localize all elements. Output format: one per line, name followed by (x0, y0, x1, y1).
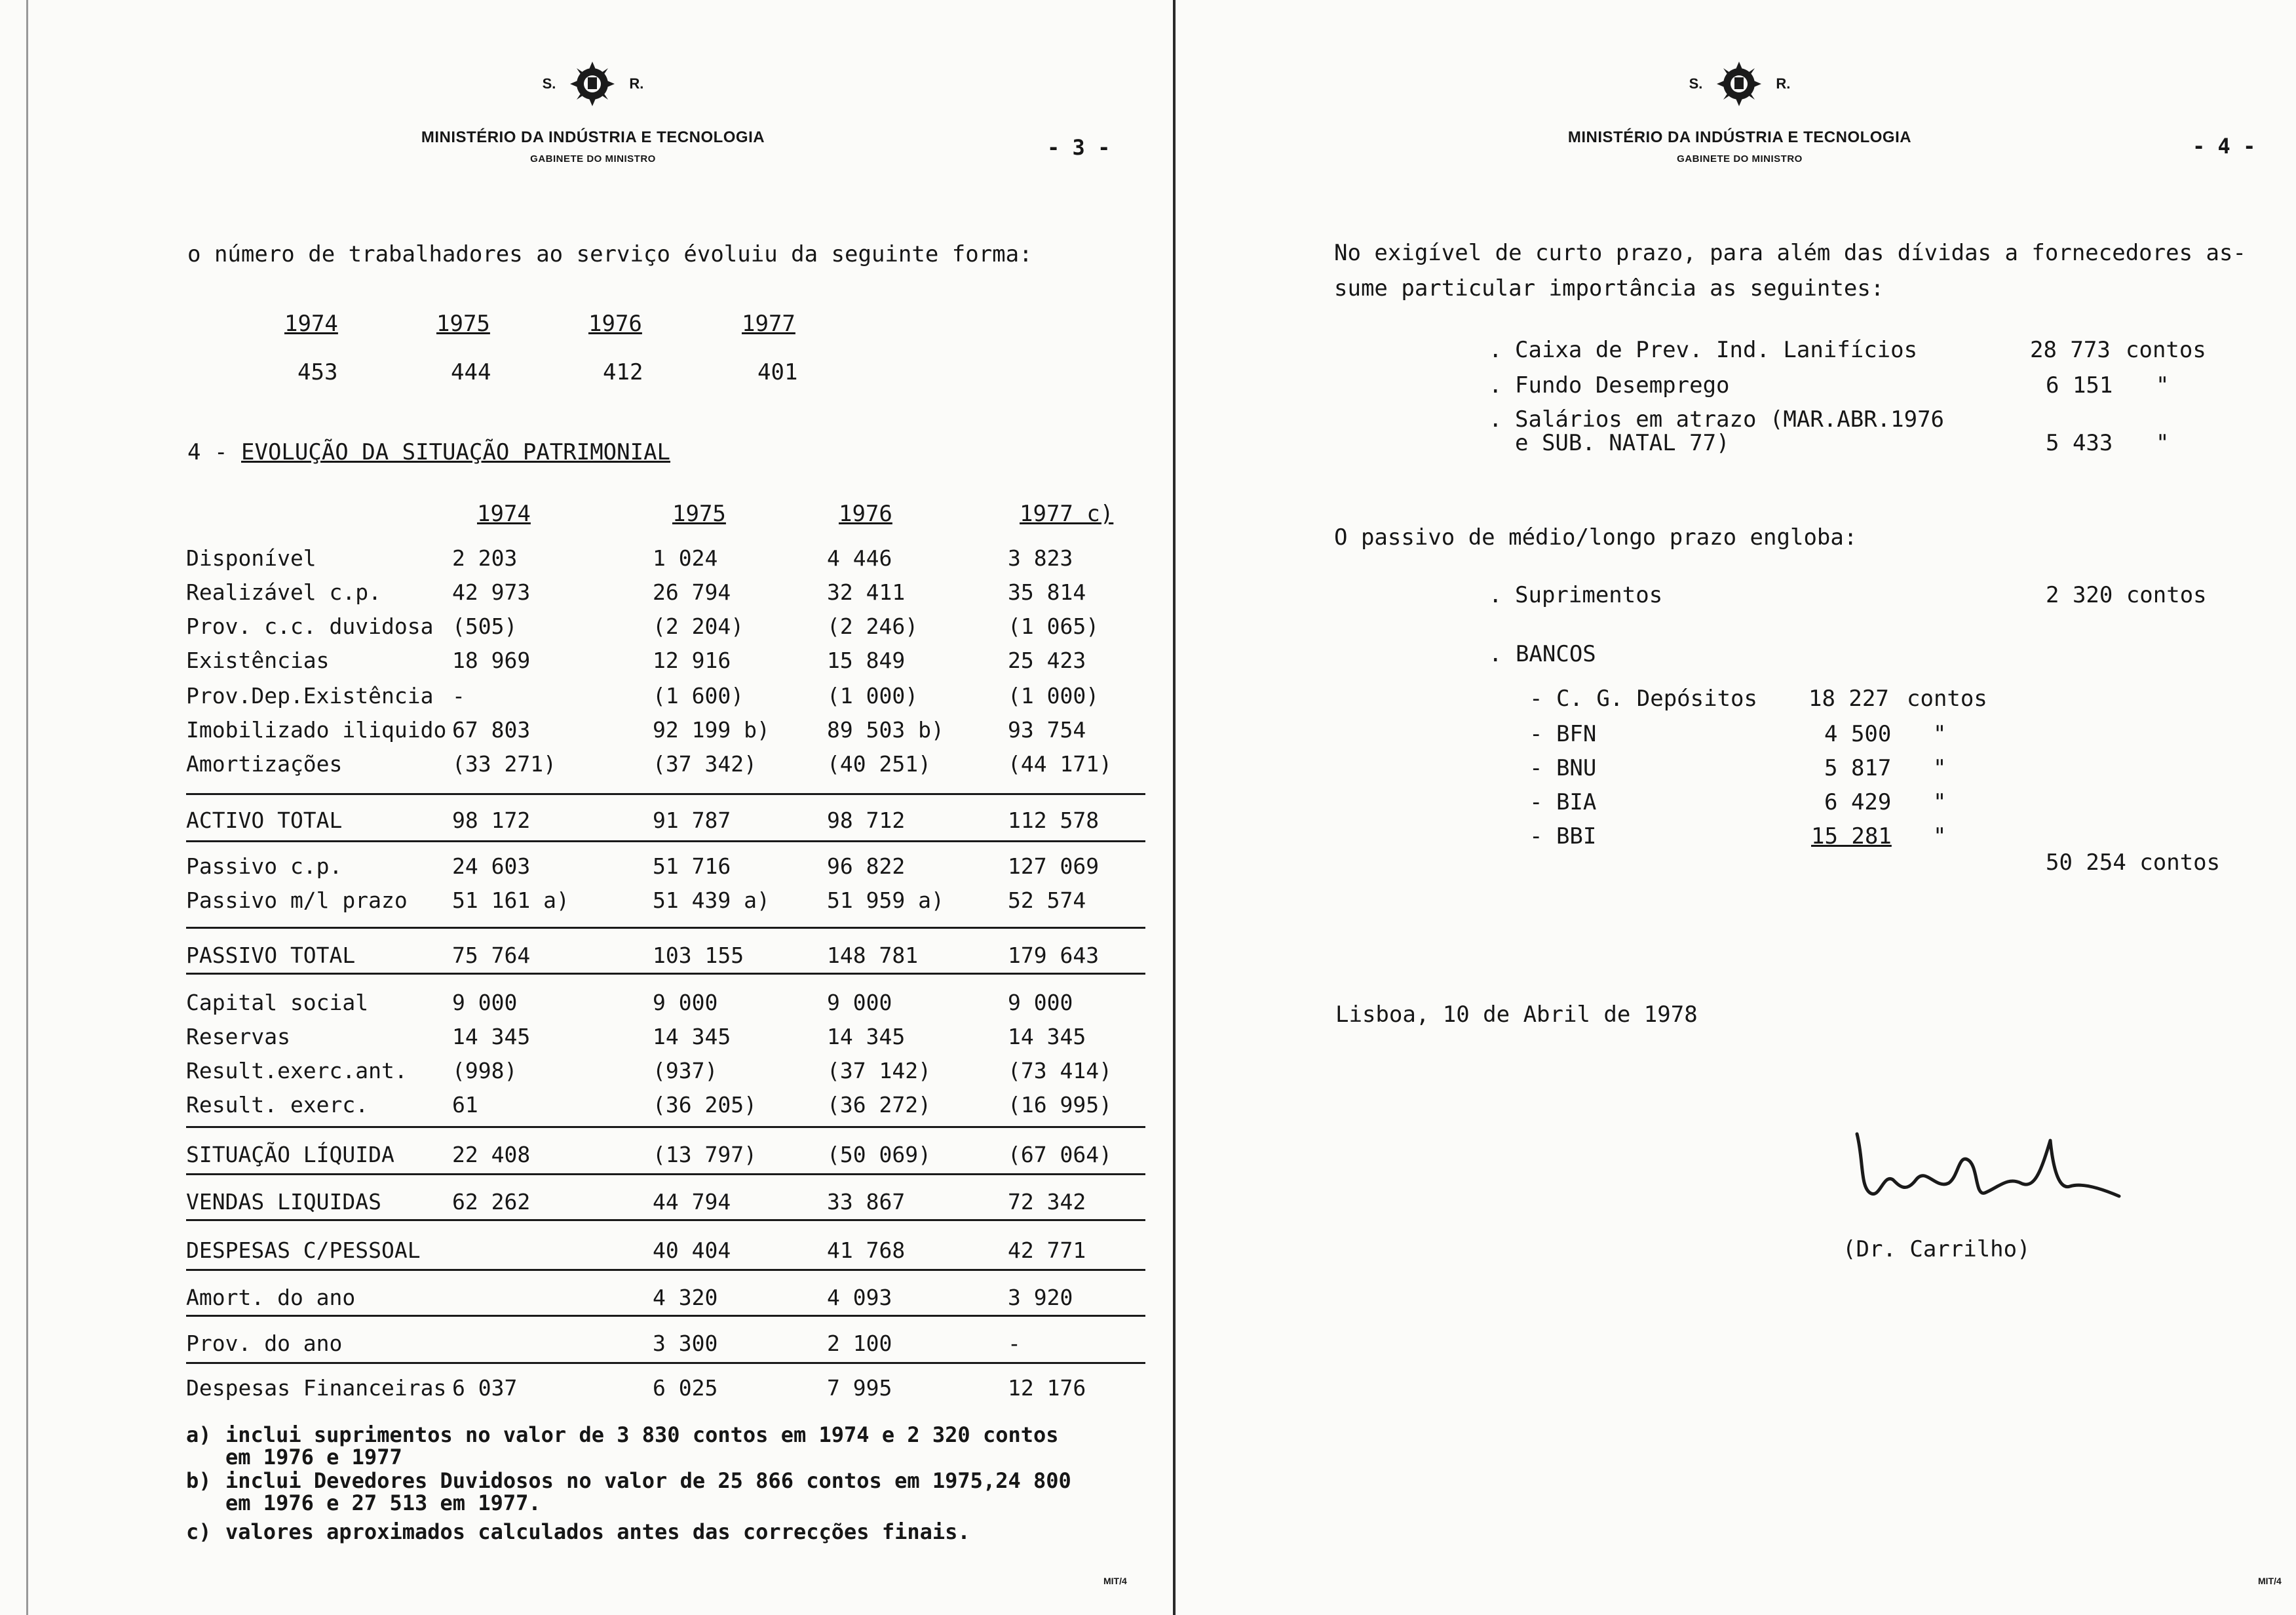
bullet: . (1489, 372, 1502, 399)
footnote-text: inclui Devedores Duvidosos no valor de 25 866 contos em 1975,24 800 (225, 1468, 1071, 1493)
section-title: EVOLUÇÃO DA SITUAÇÃO PATRIMONIAL (241, 439, 671, 465)
page-number: - 4 - (2192, 134, 2256, 159)
table-row (0, 1237, 1153, 1268)
row-label: Realizável c.p. (186, 579, 382, 605)
table-cell: 75 764 (452, 943, 531, 968)
row-label: Result.exerc.ant. (186, 1058, 408, 1083)
table-row (0, 990, 1153, 1020)
table-cell: (36 272) (827, 1092, 931, 1118)
bank-value: 6 429 (1824, 789, 1892, 815)
bank-label: - BNU (1529, 755, 1597, 781)
table-cell: 33 867 (827, 1189, 906, 1215)
table-cell: (16 995) (1008, 1092, 1112, 1118)
table-cell: 1 024 (653, 545, 718, 571)
row-label: SITUAÇÃO LÍQUIDA (186, 1142, 394, 1167)
table-cell: 51 716 (653, 853, 731, 879)
list-item-unit: " (2156, 430, 2170, 456)
workers-count: 444 (451, 359, 491, 385)
workers-count: 401 (757, 359, 798, 385)
table-cell: 3 823 (1008, 545, 1073, 571)
bank-unit: " (1933, 755, 1947, 781)
row-label: Passivo c.p. (186, 853, 343, 879)
bullet: . (1489, 337, 1502, 363)
row-label: Despesas Financeiras (186, 1375, 447, 1401)
row-label: ACTIVO TOTAL (186, 808, 343, 833)
table-row (0, 1189, 1153, 1219)
table-cell: 96 822 (827, 853, 906, 879)
coat-of-arms-icon (566, 58, 619, 110)
letterhead (1553, 58, 1926, 165)
table-cell: 2 100 (827, 1331, 892, 1356)
table-cell: 93 754 (1008, 717, 1086, 743)
table-cell: (37 142) (827, 1058, 931, 1083)
bullet: . (1489, 406, 1502, 433)
letterhead (406, 58, 780, 165)
row-label: Existências (186, 648, 330, 673)
table-cell: 12 176 (1008, 1375, 1086, 1401)
cabinet-name: GABINETE DO MINISTRO (530, 153, 656, 165)
ministry-name: MINISTÉRIO DA INDÚSTRIA E TECNOLOGIA (1567, 128, 1912, 146)
table-cell: 15 849 (827, 648, 906, 673)
row-label: Prov. do ano (186, 1331, 343, 1356)
footer-code: MIT/4 (2258, 1576, 2282, 1586)
table-year-header: 1975 (672, 501, 726, 527)
footnote-mark: a) (186, 1422, 212, 1447)
table-year-header: 1977 c) (1020, 501, 1114, 527)
page-gutter (1173, 0, 1176, 1615)
table-cell: 9 000 (452, 990, 518, 1015)
bullet: . (1489, 582, 1502, 608)
row-label: Disponível (186, 545, 316, 571)
bank-label: - C. G. Depósitos (1529, 686, 1757, 712)
table-cell: (50 069) (827, 1142, 931, 1167)
footer-code: MIT/4 (1103, 1576, 1127, 1586)
table-cell: (36 205) (653, 1092, 757, 1118)
ministry-name: MINISTÉRIO DA INDÚSTRIA E TECNOLOGIA (421, 128, 765, 146)
place-date: Lisboa, 10 de Abril de 1978 (1335, 1002, 1698, 1028)
table-cell: (37 342) (653, 751, 757, 777)
table-rule (186, 927, 1145, 929)
workers-year: 1976 (588, 311, 642, 337)
row-label: Amortizações (186, 751, 343, 777)
table-row (0, 648, 1153, 678)
table-cell: 6 037 (452, 1375, 518, 1401)
table-cell: 41 768 (827, 1237, 906, 1263)
table-cell: 91 787 (653, 808, 731, 833)
table-cell: (1 000) (1008, 683, 1100, 709)
section-number: 4 - (187, 439, 228, 465)
bank-value: 15 281 (1811, 823, 1892, 849)
bank-label: - BIA (1529, 789, 1597, 815)
workers-intro: o número de trabalhadores ao serviço évoluiu da seguinte forma: (187, 241, 1033, 267)
footnote-text: inclui suprimentos no valor de 3 830 contos em 1974 e 2 320 contos (225, 1422, 1059, 1447)
table-cell: 98 172 (452, 808, 531, 833)
list-item-unit: " (2156, 372, 2170, 399)
table-row (0, 1375, 1153, 1405)
table-cell: 24 603 (452, 853, 531, 879)
bank-value: 5 817 (1824, 755, 1892, 781)
table-cell: 14 345 (1008, 1024, 1086, 1049)
table-row (0, 887, 1153, 918)
list-item-label: Caixa de Prev. Ind. Lanifícios (1515, 337, 1918, 363)
table-cell: 127 069 (1008, 853, 1100, 879)
list-item-label: Fundo Desemprego (1515, 372, 1730, 399)
bank-unit: " (1933, 823, 1947, 849)
sr-left-letter: S. (542, 75, 556, 92)
suprimentos-value: 2 320 contos (2046, 582, 2207, 608)
table-rule (186, 973, 1145, 975)
table-cell: 14 345 (452, 1024, 531, 1049)
table-rule (186, 1362, 1145, 1364)
table-cell: 22 408 (452, 1142, 531, 1167)
table-cell: (505) (452, 613, 518, 639)
table-cell: (13 797) (653, 1142, 757, 1167)
table-cell: (1 600) (653, 683, 744, 709)
workers-year: 1977 (742, 311, 795, 337)
row-label: Prov. c.c. duvidosa (186, 613, 434, 639)
table-rule (186, 793, 1145, 795)
list-item-label: e SUB. NATAL 77) (1515, 430, 1730, 456)
table-cell: 32 411 (827, 579, 906, 605)
workers-year: 1974 (284, 311, 338, 337)
table-row (0, 579, 1153, 610)
table-cell: 9 000 (1008, 990, 1073, 1015)
table-cell: (1 000) (827, 683, 919, 709)
footnote-text: valores aproximados calculados antes das correcções finais. (225, 1519, 970, 1544)
footnote-mark: c) (186, 1519, 212, 1544)
coat-of-arms-icon (1713, 58, 1765, 110)
table-cell: 103 155 (653, 943, 744, 968)
table-cell: 9 000 (827, 990, 892, 1015)
row-label: Reservas (186, 1024, 290, 1049)
table-rule (186, 1173, 1145, 1175)
table-cell: (40 251) (827, 751, 931, 777)
sr-right-letter: R. (629, 75, 644, 92)
suprimentos-label: Suprimentos (1515, 582, 1663, 608)
table-year-header: 1976 (839, 501, 892, 527)
table-cell: 4 446 (827, 545, 892, 571)
table-row (0, 751, 1153, 781)
table-cell: 7 995 (827, 1375, 892, 1401)
footnote-text: em 1976 e 1977 (225, 1445, 402, 1469)
table-cell: 14 345 (653, 1024, 731, 1049)
bank-unit: " (1933, 789, 1947, 815)
table-cell: 9 000 (653, 990, 718, 1015)
table-cell: 61 (452, 1092, 478, 1118)
row-label: Imobilizado iliquido (186, 717, 447, 743)
table-cell: 112 578 (1008, 808, 1100, 833)
footnote-mark: b) (186, 1468, 212, 1493)
table-cell: 6 025 (653, 1375, 718, 1401)
table-cell: (33 271) (452, 751, 556, 777)
table-cell: (44 171) (1008, 751, 1112, 777)
table-cell: (937) (653, 1058, 718, 1083)
bank-unit: " (1933, 721, 1947, 747)
table-row (0, 1142, 1153, 1172)
short-term-intro: sume particular importância as seguintes: (1334, 275, 1885, 302)
table-row (0, 853, 1153, 884)
table-cell: 3 300 (653, 1331, 718, 1356)
page-number: - 3 - (1047, 135, 1111, 160)
table-row (0, 683, 1153, 713)
table-cell: 4 320 (653, 1285, 718, 1310)
page-4 (1179, 0, 2296, 1615)
sr-right-letter: R. (1776, 75, 1791, 92)
list-item-value: 6 151 (2046, 372, 2113, 399)
table-cell: 52 574 (1008, 887, 1086, 913)
table-cell: (2 246) (827, 613, 919, 639)
list-item-unit: contos (2126, 337, 2206, 363)
workers-count: 453 (297, 359, 338, 385)
table-rule (186, 840, 1145, 842)
table-cell: 2 203 (452, 545, 518, 571)
table-cell: - (1008, 1331, 1021, 1356)
row-label: Amort. do ano (186, 1285, 356, 1310)
table-cell: 42 973 (452, 579, 531, 605)
table-row (0, 545, 1153, 575)
list-item-label: Salários em atrazo (MAR.ABR.1976 (1515, 406, 1945, 433)
table-cell: 44 794 (653, 1189, 731, 1215)
table-rule (186, 1315, 1145, 1317)
table-row (0, 613, 1153, 644)
bank-value: 18 227 (1808, 686, 1889, 712)
cabinet-name: GABINETE DO MINISTRO (1677, 153, 1803, 165)
table-cell: (2 204) (653, 613, 744, 639)
banks-title: . BANCOS (1489, 641, 1596, 667)
table-row (0, 1058, 1153, 1088)
table-cell: 98 712 (827, 808, 906, 833)
table-cell: (67 064) (1008, 1142, 1112, 1167)
table-cell: 42 771 (1008, 1237, 1086, 1263)
table-cell: (73 414) (1008, 1058, 1112, 1083)
table-cell: 4 093 (827, 1285, 892, 1310)
table-cell: 148 781 (827, 943, 919, 968)
row-label: Result. exerc. (186, 1092, 369, 1118)
list-item-value: 5 433 (2046, 430, 2113, 456)
table-cell: 179 643 (1008, 943, 1100, 968)
bank-label: - BFN (1529, 721, 1597, 747)
handwritten-signature (1844, 1114, 2126, 1226)
table-cell: - (452, 683, 465, 709)
short-term-intro: No exigível de curto prazo, para além das dívidas a fornecedores as- (1334, 240, 2246, 266)
table-row (0, 717, 1153, 747)
row-label: PASSIVO TOTAL (186, 943, 356, 968)
table-cell: 72 342 (1008, 1189, 1086, 1215)
row-label: Prov.Dep.Existência (186, 683, 434, 709)
table-cell: 25 423 (1008, 648, 1086, 673)
table-cell: 62 262 (452, 1189, 531, 1215)
table-cell: 92 199 b) (653, 717, 770, 743)
table-cell: 51 959 a) (827, 887, 944, 913)
row-label: DESPESAS C/PESSOAL (186, 1237, 421, 1263)
table-row (0, 943, 1153, 973)
table-rule (186, 1126, 1145, 1128)
table-row (0, 1024, 1153, 1054)
table-cell: 35 814 (1008, 579, 1086, 605)
table-cell: 26 794 (653, 579, 731, 605)
bank-unit: contos (1907, 686, 1987, 712)
table-cell: 12 916 (653, 648, 731, 673)
list-item-value: 28 773 (2030, 337, 2111, 363)
table-cell: (1 065) (1008, 613, 1100, 639)
table-row (0, 1092, 1153, 1122)
row-label: Passivo m/l prazo (186, 887, 408, 913)
bank-label: - BBI (1529, 823, 1597, 849)
footnote-text: em 1976 e 27 513 em 1977. (225, 1490, 541, 1515)
banks-total: 50 254 contos (2046, 849, 2221, 876)
table-rule (186, 1269, 1145, 1271)
table-row (0, 1285, 1153, 1315)
workers-count: 412 (603, 359, 643, 385)
table-cell: (998) (452, 1058, 518, 1083)
row-label: VENDAS LIQUIDAS (186, 1189, 382, 1215)
table-cell: 3 920 (1008, 1285, 1073, 1310)
sr-left-letter: S. (1689, 75, 1703, 92)
row-label: Capital social (186, 990, 369, 1015)
table-row (0, 808, 1153, 838)
table-rule (186, 1219, 1145, 1221)
table-row (0, 1331, 1153, 1361)
signatory-name: (Dr. Carrilho) (1843, 1236, 2031, 1262)
table-cell: 18 969 (452, 648, 531, 673)
table-cell: 14 345 (827, 1024, 906, 1049)
medium-term-intro: O passivo de médio/longo prazo engloba: (1334, 524, 1858, 551)
table-cell: 67 803 (452, 717, 531, 743)
bank-value: 4 500 (1824, 721, 1892, 747)
table-cell: 89 503 b) (827, 717, 944, 743)
table-cell: 51 161 a) (452, 887, 569, 913)
table-year-header: 1974 (477, 501, 531, 527)
table-cell: 51 439 a) (653, 887, 770, 913)
workers-year: 1975 (436, 311, 490, 337)
table-cell: 40 404 (653, 1237, 731, 1263)
